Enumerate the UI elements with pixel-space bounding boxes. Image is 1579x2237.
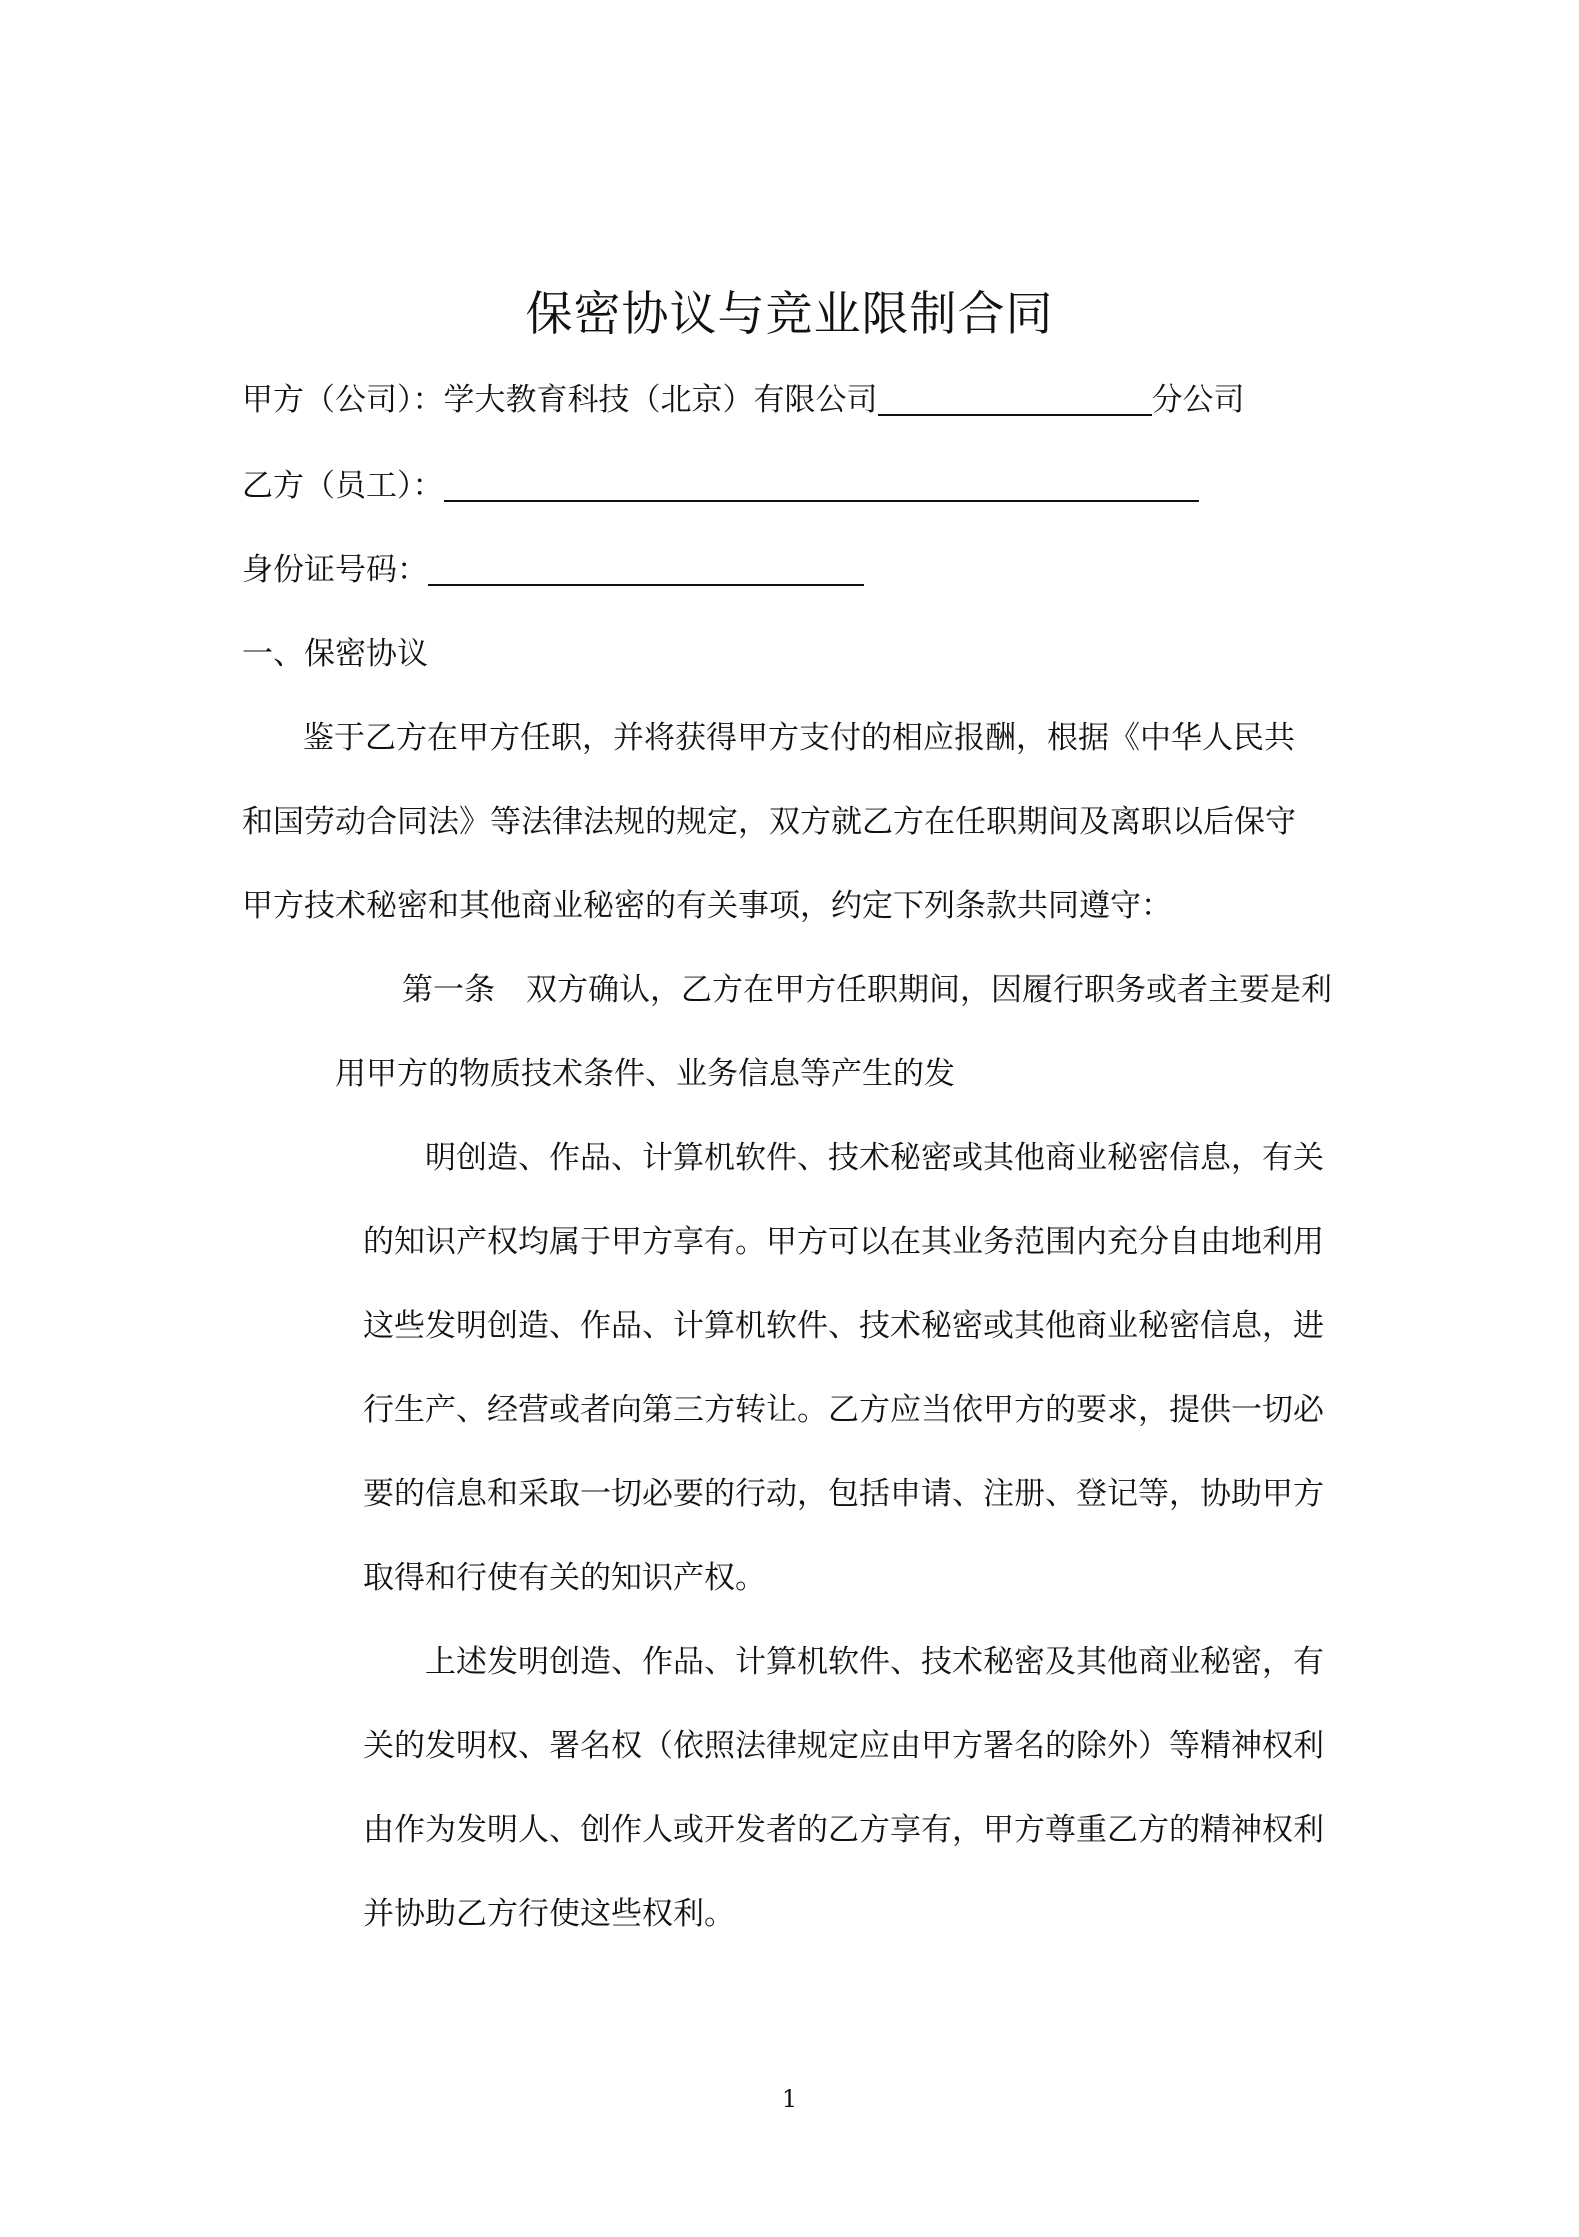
paragraph-2-line: 的知识产权均属于甲方享有。甲方可以在其业务范围内充分自由地利用 <box>363 1224 1324 1260</box>
party-b-line <box>242 464 1199 508</box>
section-heading: 一、保密协议 <box>242 636 428 672</box>
id-number-label: 身份证号码： <box>242 552 428 588</box>
paragraph-2-line: 行生产、经营或者向第三方转让。乙方应当依甲方的要求，提供一切必 <box>363 1392 1324 1428</box>
paragraph-3-line: 由作为发明人、创作人或开发者的乙方享有，甲方尊重乙方的精神权利 <box>363 1812 1324 1848</box>
paragraph-2-line: 取得和行使有关的知识产权。 <box>363 1560 766 1596</box>
paragraph-3-line: 关的发明权、署名权（依照法律规定应由甲方署名的除外）等精神权利 <box>363 1728 1324 1764</box>
intro-line: 甲方技术秘密和其他商业秘密的有关事项，约定下列条款共同遵守： <box>242 888 1172 924</box>
party-a-suffix: 分公司 <box>1151 382 1245 418</box>
paragraph-2-line: 要的信息和采取一切必要的行动，包括申请、注册、登记等，协助甲方 <box>363 1476 1324 1512</box>
employee-name-blank[interactable] <box>444 470 1199 502</box>
intro-line: 鉴于乙方在甲方任职，并将获得甲方支付的相应报酬，根据《中华人民共 <box>303 720 1295 756</box>
page-number: 1 <box>781 2085 798 2113</box>
branch-name-blank[interactable] <box>878 384 1152 416</box>
intro-line: 和国劳动合同法》等法律法规的规定，双方就乙方在任职期间及离职以后保守 <box>242 804 1296 840</box>
paragraph-3-line: 并协助乙方行使这些权利。 <box>363 1896 735 1932</box>
party-a-label: 甲方（公司）： <box>242 382 444 418</box>
article-1-line: 第一条 双方确认，乙方在甲方任职期间，因履行职务或者主要是利 <box>402 972 1332 1008</box>
party-a-company: 学大教育科技（北京）有限公司 <box>443 382 878 418</box>
id-number-line <box>242 548 864 592</box>
paragraph-3-line: 上述发明创造、作品、计算机软件、技术秘密及其他商业秘密，有 <box>425 1644 1324 1680</box>
id-number-blank[interactable] <box>428 554 864 586</box>
document-title: 保密协议与竞业限制合同 <box>525 287 1054 342</box>
party-b-label: 乙方（员工）： <box>242 468 444 504</box>
paragraph-2-line: 这些发明创造、作品、计算机软件、技术秘密或其他商业秘密信息，进 <box>363 1308 1324 1344</box>
party-a-line <box>242 378 1245 422</box>
paragraph-2-line: 明创造、作品、计算机软件、技术秘密或其他商业秘密信息，有关 <box>425 1140 1324 1176</box>
article-1-line: 用甲方的物质技术条件、业务信息等产生的发 <box>335 1056 955 1092</box>
